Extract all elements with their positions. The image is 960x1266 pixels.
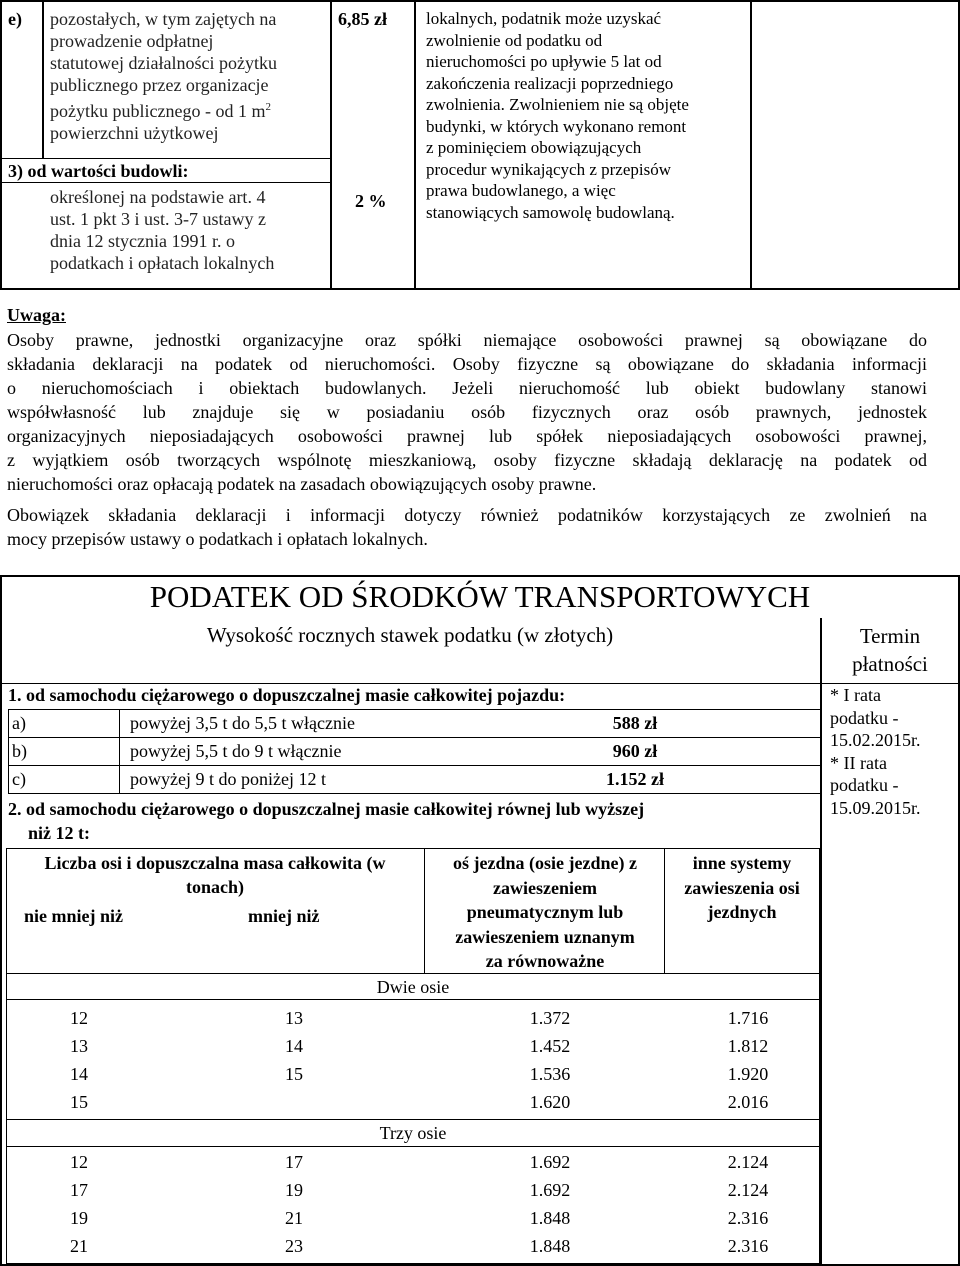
header-min: nie mniej niż — [24, 906, 123, 926]
transport-subtitle: Wysokość rocznych stawek podatku (w złotych) — [206, 623, 614, 647]
header-axles-mass: Liczba osi i dopuszczalna masa całkowita (w tonach) — [44, 853, 386, 897]
exemption-notes: lokalnych, podatnik może uzyskać zwolnienie od podatku od nieruchomości po upływie 5 lat od zakończenia realizacji poprzedniego zwolnienia. Zwolnieniem nie są objęte budynki, w których wykonano remont z pominięciem obowiązujących procedur wynikających z przepisów prawa budowlanego, a więc stanowiących samowolę budowlaną. — [426, 9, 689, 222]
row-e-letter: e) — [8, 9, 22, 29]
row-letter: b) — [12, 741, 27, 761]
row-range: powyżej 5,5 t do 9 t włącznie — [130, 741, 342, 761]
two-axles-label: Dwie osie — [376, 977, 450, 997]
header-pneumatic: oś jezdna (osie jezdne) z zawieszeniem pneumatycznym lub zawieszeniem uznanym za równoważne — [453, 853, 637, 971]
section-1-label: 1. od samochodu ciężarowego o dopuszczalnej masie całkowitej pojazdu: — [8, 685, 566, 705]
section-3-label: 3) od wartości budowli: — [8, 161, 189, 181]
row-amount: 960 zł — [612, 741, 658, 761]
transport-title: PODATEK OD ŚRODKÓW TRANSPORTOWYCH — [149, 579, 811, 614]
row-e-rate: 6,85 zł — [338, 9, 387, 29]
row-amount: 588 zł — [612, 713, 658, 733]
header-max: mniej niż — [248, 906, 320, 926]
row-range: powyżej 9 t do poniżej 12 t — [130, 769, 326, 789]
row-amount: 1.152 zł — [606, 769, 664, 789]
section-2-label: 2. od samochodu ciężarowego o dopuszczalnej masie całkowitej równej lub wyższej niż 12 t: — [8, 799, 645, 843]
row-budowle-rate: 2 % — [355, 191, 387, 211]
uwaga-paragraph-1: Osoby prawne, jednostki organizacyjne oraz spółki niemające osobowości prawnej są obowiązane do składania deklaracji na podatek od nieruchomości. Osoby fizyczne są obowiązane do składania informacji o nieruchomościach i obiektach budowlanych. Jeżeli nieruchomość lub obiekt budowlany stanowi współwłasność lub znajduje się w posiadaniu osób fizycznych oraz osób prawnych, jednostek organizacyjnych nieposiadających osobowości prawnej lub spółek nieposiadających osobowości prawnej, z wyjątkiem osób tworzących wspólnotę mieszkaniową, osoby fizyczne składają deklarację na podatek od nieruchomości oraz opłacają podatek na zasadach obowiązujących osoby prawne. — [7, 330, 927, 494]
termin-platnosci: * I rata podatku - 15.02.2015r. * II rata podatku - 15.09.2015r. — [830, 685, 921, 818]
row-budowle-description: określonej na podstawie art. 4 ust. 1 pkt 3 i ust. 3-7 ustawy z dnia 12 stycznia 1991 r. o podatkach i opłatach lokalnych — [50, 187, 275, 273]
row-range: powyżej 3,5 t do 5,5 t włącznie — [130, 713, 355, 733]
termin-header: Termin płatności — [852, 624, 928, 676]
header-other: inne systemy zawieszenia osi jezdnych — [684, 853, 800, 922]
row-letter: c) — [12, 769, 26, 789]
row-letter: a) — [12, 713, 26, 733]
row-e-description: pozostałych, w tym zajętych na prowadzenie odpłatnej statutowej działalności pożytku publicznego przez organizacje pożytku publicznego - od 1 $m^2$ powierzchni użytkowej — [50, 9, 277, 143]
uwaga-heading: Uwaga: — [7, 305, 66, 325]
uwaga-paragraph-2: Obowiązek składania deklaracji i informacji dotyczy również podatników korzystających ze zwolnień na mocy przepisów ustawy o podatkach i opłatach lokalnych. — [7, 505, 927, 549]
three-axles-label: Trzy osie — [379, 1123, 447, 1143]
